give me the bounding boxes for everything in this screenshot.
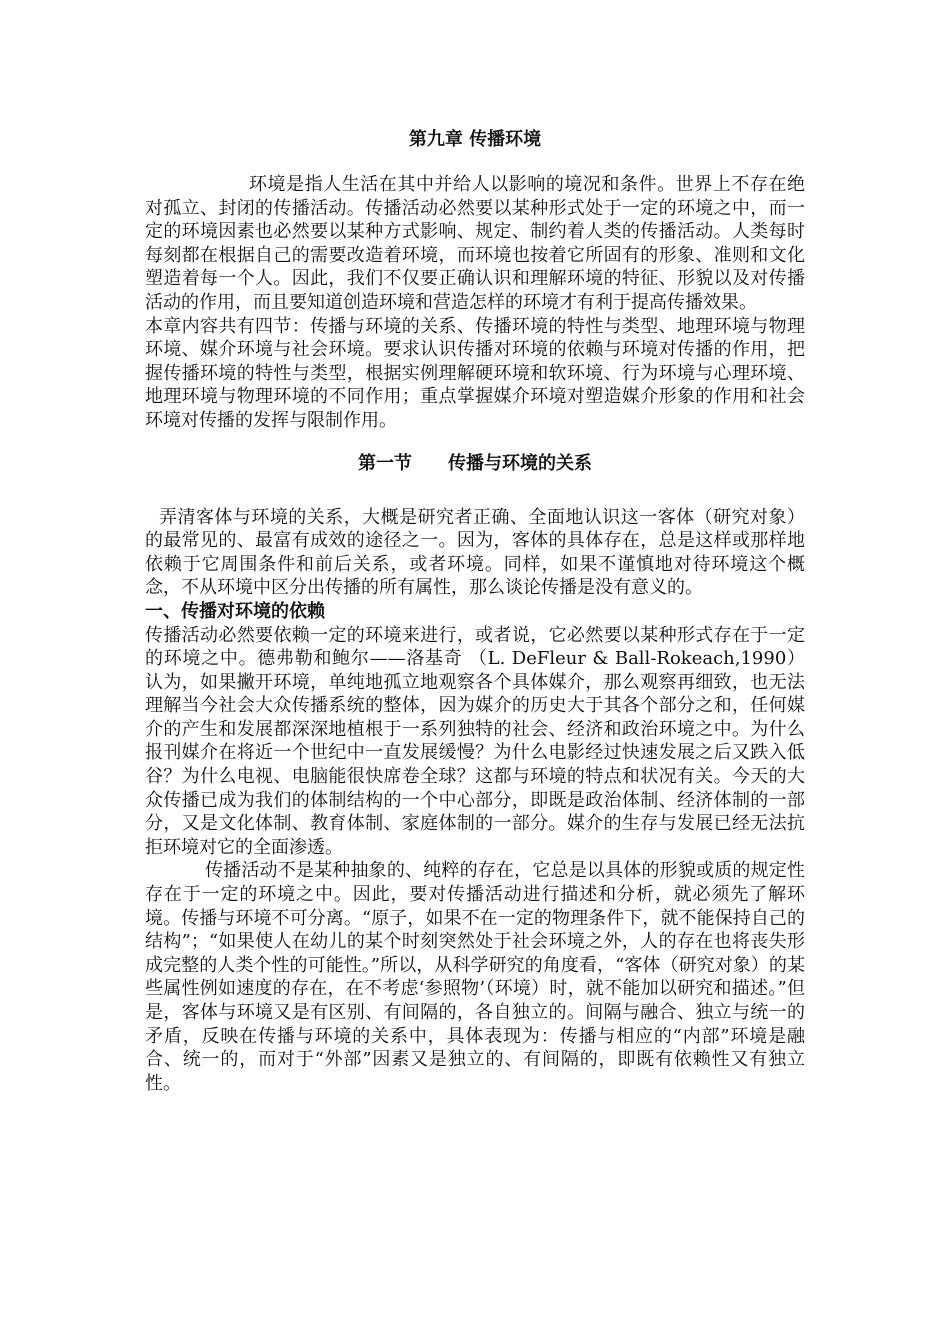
subsection-heading: 一、传播对环境的依赖	[145, 600, 325, 622]
chapter-title: 第九章 传播环境	[408, 129, 542, 150]
document-page	[145, 128, 805, 1095]
section-intro-paragraph: 弄清客体与环境的关系，大概是研究者正确、全面地认识这一客体（研究对象）的最常见的、最富有成效的途径之一。因为，客体的具体存在，总是这样或那样地依赖于它周围条件和前后关系，或者环境。同样，如果不谨慎地对待环境这个概念，不从环境中区分出传播的所有属性，那么谈论传播是没有意义的。	[145, 506, 805, 599]
body-paragraph: 传播活动必然要依赖一定的环境来进行，或者说，它必然要以某种形式存在于一定的环境之中。德弗勒和鲍尔——洛基奇 （L. DeFleur & Ball-Rokeach,1990）认为，如果撇开环境，单纯地孤立地观察各个具体媒介，那么观察再细致，也无法理解当今社会大众传播系统的整体，因为媒介的历史大于其各个部分之和，任何媒介的产生和发展都深深地植根于一系列独特的社会、经济和政治环境之中。为什么报刊媒介在将近一个世纪中一直发展缓慢？为什么电影经过快速发展之后又跌入低谷？为什么电视、电脑能很快席卷全球？这都与环境的特点和状况有关。今天的大众传播已成为我们的体制结构的一个中心部分，即既是政治体制、经济体制的一部分，又是文化体制、教育体制、家庭体制的一部分。媒介的生存与发展已经无法抗拒环境对它的全面渗透。	[145, 624, 805, 858]
body-paragraph: 传播活动不是某种抽象的、纯粹的存在，它总是以具体的形貌或质的规定性存在于一定的环境之中。因此，要对传播活动进行描述和分析，就必须先了解环境。传播与环境不可分离。“原子，如果不在一定的物理条件下，就不能保持自己的结构”；“如果使人在幼儿的某个时刻突然处于社会环境之外，人的存在也将丧失形成完整的人类个性的可能性。”所以，从科学研究的角度看，“客体（研究对象）的某些属性例如速度的存在，在不考虑‘参照物’（环境）时，就不能加以研究和描述。”但是，客体与环境又是有区别、有间隔的，各自独立的。间隔与融合、独立与统一的矛盾，反映在传播与环境的关系中，具体表现为：传播与相应的“内部”环境是融合、统一的，而对于“外部”因素又是独立的、有间隔的，即既有依赖性又有独立性。	[145, 860, 805, 1094]
section-title: 第一节 传播与环境的关系	[358, 452, 592, 474]
intro-paragraph: 环境是指人生活在其中并给人以影响的境况和条件。世界上不存在绝对孤立、封闭的传播活动。传播活动必然要以某种形式处于一定的环境之中，而一定的环境因素也必然要以某种方式影响、规定、制约着人类的传播活动。人类每时每刻都在根据自己的需要改造着环境，而环境也按着它所固有的形象、准则和文化塑造着每一个人。因此，我们不仅要正确认识和理解环境的特征、形貌以及对传播活动的作用，而且要知道创造环境和营造怎样的环境才有利于提高传播效果。	[145, 174, 805, 313]
chapter-overview-paragraph: 本章内容共有四节：传播与环境的关系、传播环境的特性与类型、地理环境与物理环境、媒介环境与社会环境。要求认识传播对环境的依赖与环境对传播的作用，把握传播环境的特性与类型，根据实例理解硬环境和软环境、行为环境与心理环境、地理环境与物理环境的不同作用；重点掌握媒介环境对塑造媒介形象的作用和社会环境对传播的发挥与限制作用。	[145, 315, 805, 431]
